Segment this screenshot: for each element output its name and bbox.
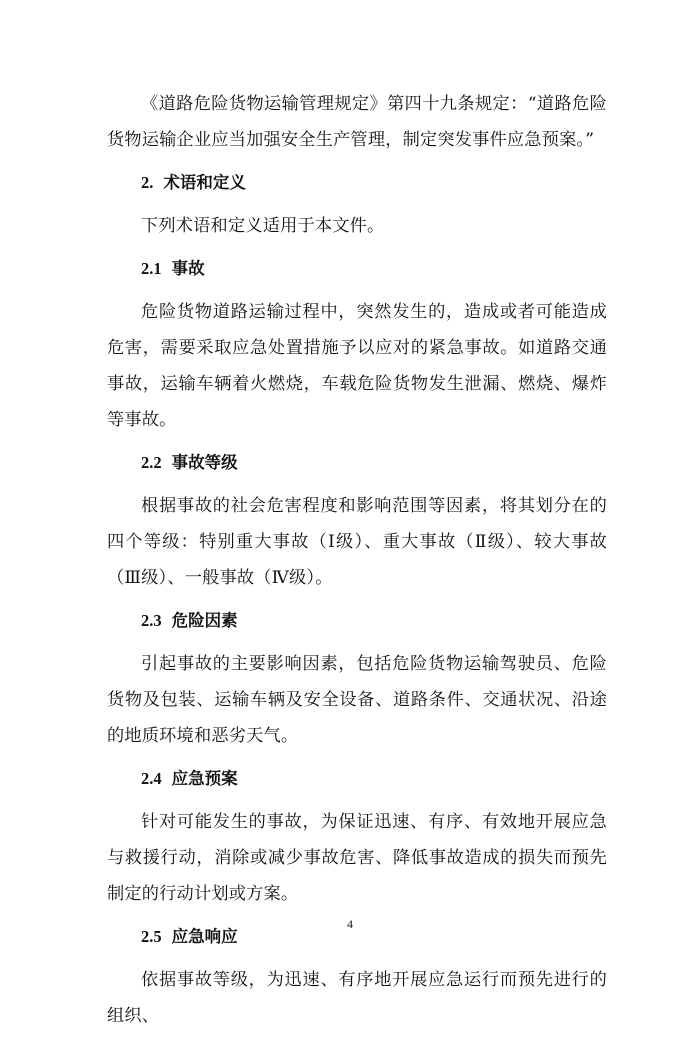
section-number: 2.5 [141, 927, 162, 946]
section-heading-2-2 [107, 445, 607, 481]
section-title: 事故等级 [171, 453, 238, 472]
section-title: 事故 [171, 259, 205, 278]
section-paragraph-2: 下列术语和定义适用于本文件。 [141, 216, 385, 236]
section-paragraph-2-5: 依据事故等级，为迅速、有序地开展应急运行而预先进行的组织、 [107, 970, 607, 1026]
section-heading-2-1 [107, 251, 607, 287]
section-number: 2.1 [141, 259, 162, 278]
document-body [107, 86, 607, 1041]
section-heading-2 [107, 165, 607, 201]
section-heading-2-4 [107, 761, 607, 797]
page-number: 4 [347, 917, 353, 931]
section-number: 2. [141, 173, 154, 192]
section-heading-2-3 [107, 603, 607, 639]
intro-paragraph: 《道路危险货物运输管理规定》第四十九条规定：“道路危险货物运输企业应当加强安全生产管理，制定突发事件应急预案。” [107, 94, 607, 150]
section-title: 应急预案 [171, 769, 238, 788]
section-paragraph-2-1: 危险货物道路运输过程中，突然发生的，造成或者可能造成危害，需要采取应急处置措施予以应对的紧急事故。如道路交通事故，运输车辆着火燃烧，车载危险货物发生泄漏、燃烧、爆炸等事故。 [107, 302, 607, 430]
section-paragraph-2-4: 针对可能发生的事故，为保证迅速、有序、有效地开展应急与救援行动，消除或减少事故危害、降低事故造成的损失而预先制定的行动计划或方案。 [107, 812, 607, 904]
section-title: 术语和定义 [163, 173, 246, 192]
section-paragraph-2-2: 根据事故的社会危害程度和影响范围等因素，将其划分在的四个等级：特别重大事故（Ⅰ级）、重大事故（Ⅱ级）、较大事故（Ⅲ级）、一般事故（Ⅳ级）。 [107, 496, 607, 588]
section-number: 2.2 [141, 453, 162, 472]
section-number: 2.4 [141, 769, 162, 788]
section-title: 应急响应 [171, 927, 238, 946]
section-number: 2.3 [141, 611, 162, 630]
section-paragraph-2-3: 引起事故的主要影响因素，包括危险货物运输驾驶员、危险货物及包装、运输车辆及安全设备、道路条件、交通状况、沿途的地质环境和恶劣天气。 [107, 654, 607, 746]
section-title: 危险因素 [171, 611, 238, 630]
